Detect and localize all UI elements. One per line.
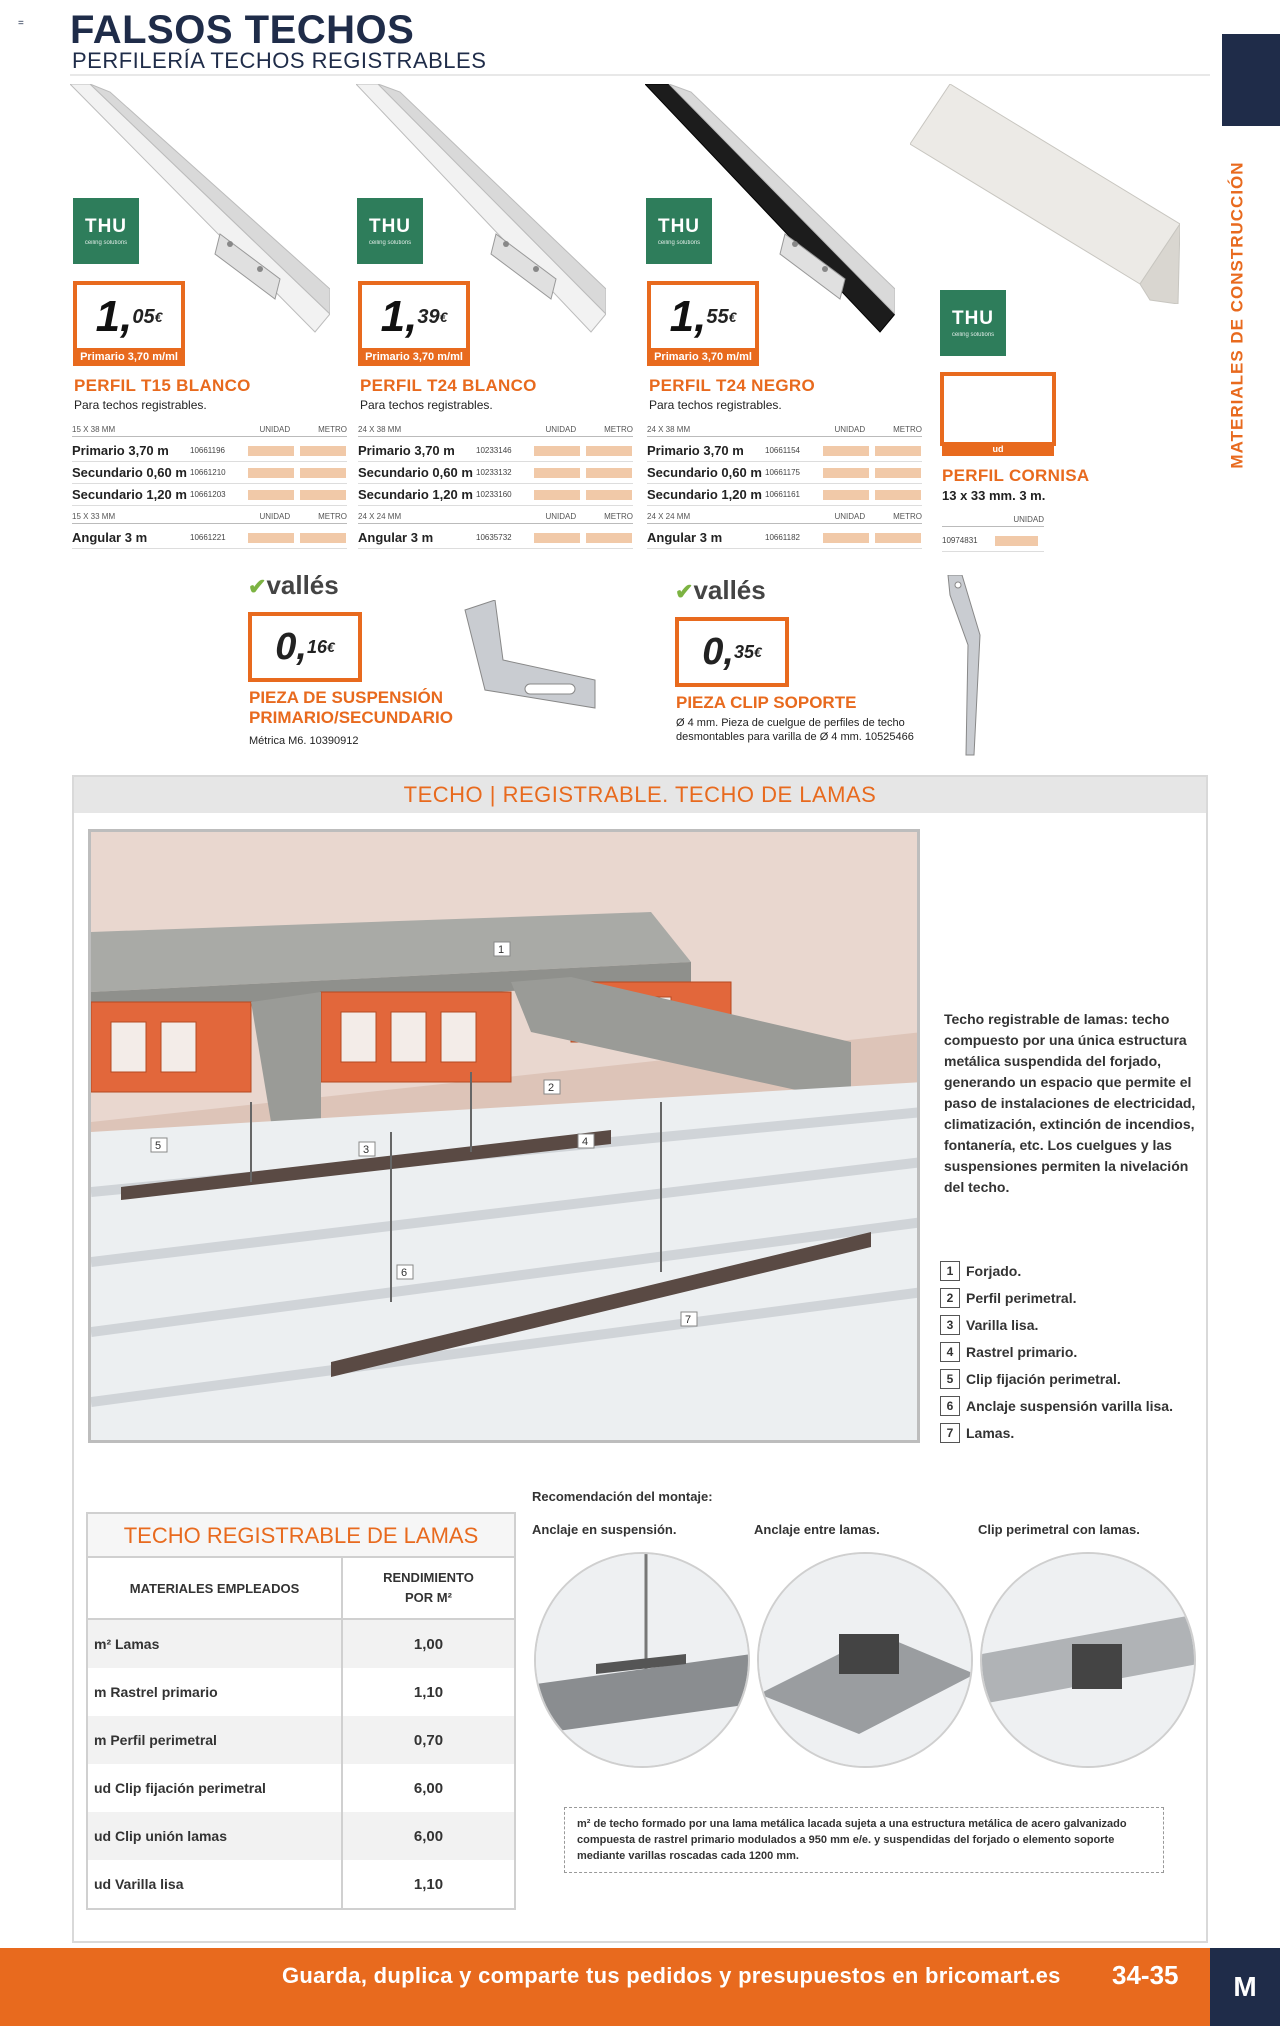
footer-message: Guarda, duplica y comparte tus pedidos y presupuestos en bricomart.es: [282, 1963, 1061, 1988]
product-description: Para techos registrables.: [360, 398, 493, 412]
product-description: 13 x 33 mm. 3 m.: [942, 488, 1046, 503]
table-row: m Perfil perimetral 0,70: [88, 1716, 514, 1764]
legend-item: 4 Rastrel primario.: [940, 1338, 1173, 1365]
scene-label-4: 4: [582, 1136, 589, 1148]
thu-brand-badge: THU ceiling solutions: [646, 198, 712, 264]
legend-item: 7 Lamas.: [940, 1419, 1173, 1446]
price-tag: 0, 35 €: [675, 617, 789, 687]
table-row: ud Clip unión lamas 6,00: [88, 1812, 514, 1860]
price-unit-strip: Primario 3,70 m/ml: [73, 348, 185, 366]
table-row: ud Varilla lisa 1,10: [88, 1860, 514, 1908]
spec-row: Primario 3,70 m 10661154: [647, 440, 922, 462]
price-tag: [940, 372, 1056, 446]
legend-list: [940, 1257, 1173, 1446]
spec-row: Angular 3 m 10661221: [72, 527, 347, 549]
price-tag: 1, 39 €: [358, 281, 470, 353]
spec-table: UNIDAD 10974831: [942, 515, 1044, 552]
table-row: m² Lamas 1,00: [88, 1620, 514, 1668]
product-name: PERFIL T15 BLANCO: [74, 376, 251, 395]
product-description: Para techos registrables.: [649, 398, 782, 412]
spec-row: Secundario 1,20 m 10661203: [72, 484, 347, 506]
thu-brand-badge: THU ceiling solutions: [73, 198, 139, 264]
ceiling-illustration: [88, 829, 920, 1443]
price-tag: 1, 55 €: [647, 281, 759, 353]
page-title: FALSOS TECHOS: [70, 8, 415, 52]
header-divider: [70, 74, 1210, 76]
scene-label-6: 6: [401, 1267, 408, 1279]
page-subtitle: PERFILERÍA TECHOS REGISTRABLES: [72, 48, 487, 73]
legend-item: 1 Forjado.: [940, 1257, 1173, 1284]
assembly-caption: Anclaje en suspensión.: [532, 1522, 677, 1537]
spec-row: Secundario 0,60 m 10233132: [358, 462, 633, 484]
product-name: PIEZA DE SUSPENSIÓN PRIMARIO/SECUNDARIO: [249, 688, 454, 727]
table-header: MATERIALES EMPLEADOS RENDIMIENTO POR M²: [88, 1558, 514, 1620]
table-title: TECHO REGISTRABLE DE LAMAS: [88, 1514, 514, 1558]
spec-table: 24 X 38 MM UNIDAD METRO Primario 3,70 m 10233146 Secundario 0,60 m 10233132 Secundario 1,20 m 10233160 24 X 24 MM UNIDAD METRO Angular 3 m 10635732: [358, 425, 633, 549]
valles-brand-logo: ✔vallés: [675, 575, 766, 605]
spec-row: Primario 3,70 m 10661196: [72, 440, 347, 462]
page-numbers: 34-35: [1112, 1960, 1179, 1990]
product-description: Para techos registrables.: [74, 398, 207, 412]
price-unit-strip: ud: [942, 442, 1054, 456]
price-unit-strip: Primario 3,70 m/ml: [358, 348, 470, 366]
product-description: Métrica M6. 10390912: [249, 735, 359, 747]
profile-cornisa-image: [910, 84, 1180, 304]
spec-row: Secundario 1,20 m 10233160: [358, 484, 633, 506]
detail-suspension-image: [534, 1552, 750, 1768]
price-tag: 0, 16 €: [248, 612, 362, 682]
spec-row: Secundario 1,20 m 10661161: [647, 484, 922, 506]
spec-table: 15 X 38 MM UNIDAD METRO Primario 3,70 m 10661196 Secundario 0,60 m 10661210 Secundario 1,20 m 10661203 15 X 33 MM UNIDAD METRO Angular 3 m 10661221: [72, 425, 347, 549]
ceiling-section: [72, 775, 1208, 1943]
legend-item: 2 Perfil perimetral.: [940, 1284, 1173, 1311]
corner-mark: =: [18, 18, 24, 29]
spec-row: Angular 3 m 10661182: [647, 527, 922, 549]
table-row: ud Clip fijación perimetral 6,00: [88, 1764, 514, 1812]
scene-label-7: 7: [685, 1314, 692, 1326]
product-description: Ø 4 mm. Pieza de cuelgue de perfiles de techo desmontables para varilla de Ø 4 mm. 10525466: [676, 717, 914, 743]
legend-item: 3 Varilla lisa.: [940, 1311, 1173, 1338]
assembly-caption: Clip perimetral con lamas.: [978, 1522, 1140, 1537]
table-row: m Rastrel primario 1,10: [88, 1668, 514, 1716]
clip-support-image: [940, 575, 1000, 760]
legend-item: 6 Anclaje suspensión varilla lisa.: [940, 1392, 1173, 1419]
product-name: PIEZA CLIP SOPORTE: [676, 693, 857, 712]
scene-label-3: 3: [363, 1144, 370, 1156]
assembly-note: m² de techo formado por una lama metálica lacada sujeta a una estructura metálica de acero galvanizado compuesta de rastrel primario modulados a 950 mm e/e. y suspendidas del forjado o elemento soporte mediante varillas roscadas cada 1200 mm.: [564, 1807, 1164, 1873]
side-category-label: MATERIALES DE CONSTRUCCIÓN: [1228, 161, 1248, 469]
materials-table: [86, 1512, 516, 1910]
assembly-recommendation-title: Recomendación del montaje:: [532, 1489, 713, 1504]
thu-brand-badge: THU ceiling solutions: [940, 290, 1006, 356]
spec-table: 24 X 38 MM UNIDAD METRO Primario 3,70 m 10661154 Secundario 0,60 m 10661175 Secundario 1,20 m 10661161 24 X 24 MM UNIDAD METRO Angular 3 m 10661182: [647, 425, 922, 549]
price-tag: 1, 05 €: [73, 281, 185, 353]
scene-label-5: 5: [155, 1140, 162, 1152]
price-unit-strip: Primario 3,70 m/ml: [647, 348, 759, 366]
valles-brand-logo: ✔vallés: [248, 570, 339, 600]
product-name: PERFIL T24 NEGRO: [649, 376, 816, 395]
spec-row: Primario 3,70 m 10233146: [358, 440, 633, 462]
detail-between-slats-image: [757, 1552, 973, 1768]
suspension-piece-image: [455, 600, 605, 710]
detail-perimeter-clip-image: [980, 1552, 1196, 1768]
scene-label-1: 1: [498, 944, 505, 956]
thu-brand-badge: THU ceiling solutions: [357, 198, 423, 264]
spec-row: Angular 3 m 10635732: [358, 527, 633, 549]
assembly-caption: Anclaje entre lamas.: [754, 1522, 880, 1537]
section-title: TECHO | REGISTRABLE. TECHO DE LAMAS: [74, 777, 1206, 813]
section-tab: [1222, 34, 1280, 126]
product-name: PERFIL T24 BLANCO: [360, 376, 537, 395]
scene-label-2: 2: [548, 1082, 555, 1094]
section-description: Techo registrable de lamas: techo compuesto por una única estructura metálica suspendida del forjado, generando un espacio que permite el paso de instalaciones de electricidad, climatización, extinción de incendios, fontanería, etc. Los cuelgues y las suspensiones permiten la nivelación del techo.: [944, 1011, 1196, 1195]
product-name: PERFIL CORNISA: [942, 466, 1090, 485]
legend-item: 5 Clip fijación perimetral.: [940, 1365, 1173, 1392]
spec-row: Secundario 0,60 m 10661175: [647, 462, 922, 484]
spec-row: Secundario 0,60 m 10661210: [72, 462, 347, 484]
brand-logo: M: [1210, 1948, 1280, 2026]
